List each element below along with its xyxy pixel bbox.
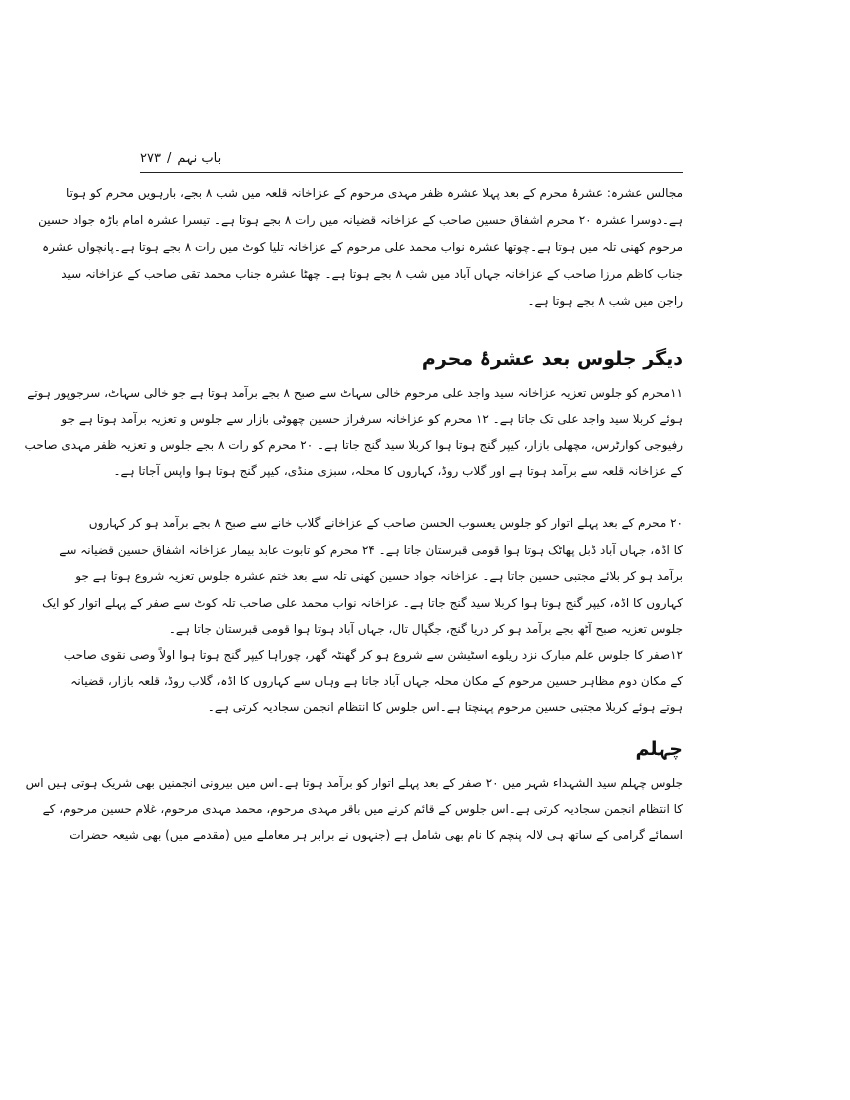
text-line: مجالس عشرہ: عشرۂ محرم کے بعد پہلا عشرہ ظفر مہدی مرحوم کے عزاخانہ قلعہ میں شب ۸ بجے، بارہویں محرم کو ہوتا: [65, 186, 683, 200]
header-separator: /: [166, 150, 172, 166]
text-line: کا انتظام انجمن سجادیہ کرتی ہے۔اس جلوس کے قائم کرنے میں باقر مہدی مرحوم، محمد مہدی مرحوم، غلام حسین مرحوم، کے: [42, 802, 683, 816]
page-number: ۲۷۳: [140, 150, 161, 166]
paragraph-12-safar: [63, 642, 683, 720]
paragraph-after-20-muharram: [42, 510, 683, 643]
text-line: جلوس چہلم سید الشہداء شہر میں ۲۰ صفر کے بعد پہلے اتوار کو برآمد ہوتا ہے۔اس میں بیرونی انجمنیں بھی شریک ہوتی ہیں اس: [25, 776, 683, 790]
paragraph-processions-11-20: [24, 380, 683, 484]
section-heading-other-processions: دیگر جلوس بعد عشرۂ محرم: [421, 348, 683, 370]
running-header: [140, 146, 683, 170]
text-line: ہوئے کربلا سید واجد علی تک جاتا ہے۔ ۱۲ محرم کو عزاخانہ سرفراز حسین چھوٹی بازار سے جلوس و تعزیہ برآمد ہوتا ہے جو: [61, 412, 683, 426]
text-line: کہاروں کا اڈہ، کیپر گنج ہوتا ہوا کربلا سید گنج جاتا ہے۔ عزاخانہ نواب محمد علی صاحب تلہ کوٹ سے صفر کے پہلے اتوار کو ایک: [42, 595, 683, 610]
text-line: ہے۔دوسرا عشرہ ۲۰ محرم اشفاق حسین صاحب کے عزاخانہ قضیانہ میں رات ۸ بجے ہوتا ہے۔ تیسرا عشرہ امام باڑہ جواد حسین: [38, 213, 683, 227]
text-line: ۲۰ محرم کے بعد پہلے اتوار کو جلوس یعسوب الحسن صاحب کے عزاخانے گلاب خانے سے صبح ۸ بجے برآمد ہو کر کہاروں: [88, 516, 683, 530]
text-line: جناب کاظم مرزا صاحب کے عزاخانہ جہاں آباد میں شب ۸ بجے ہوتا ہے۔ چھٹا عشرہ جناب محمد تقی صاحب کے عزاخانہ سید: [61, 267, 683, 281]
text-line: برآمد ہو کر بلائے مجتبی حسین جاتا ہے۔ عزاخانہ جواد حسین کھنی تلہ سے بعد ختم عشرہ جلوس تعزیہ شروع ہوتا ہے جو: [75, 569, 683, 583]
text-line: اسمائے گرامی کے ساتھ ہی لالہ پنچم کا نام بھی شامل ہے (جنہوں نے برابر ہر معاملے میں (مقدمے میں) بھی شیعہ حضرات: [69, 828, 683, 842]
text-line: ۱۲صفر کا جلوس علم مبارک نزد ریلوے اسٹیشن سے شروع ہو کر گھنٹہ گھر، چوراہا کیپر گنج ہوتا ہوا اولاً وصی نقوی صاحب: [63, 648, 683, 662]
header-rule: [140, 172, 683, 173]
text-line: کا اڈہ، جہاں آباد ڈبل پھاٹک ہوتا ہوا قومی قبرستان جاتا ہے۔ ۲۴ محرم کو تابوت عابد بیمار عزاخانہ اشفاق حسین قضیانہ سے: [59, 542, 683, 557]
paragraph-chehlum: [25, 770, 683, 848]
section-heading-chehlum: چہلم: [635, 738, 683, 760]
chapter-title: باب نہم: [177, 150, 222, 166]
text-line: رفیوجی کوارٹرس، مچھلی بازار، کیپر گنج ہوتا ہوا کربلا سید گنج جاتا ہے۔ ۲۰ محرم کو رات ۸ بجے جلوس و تعزیہ ظفر مہدی صاحب: [24, 438, 683, 452]
text-line: ہوتے ہوئے کربلا مجتبی حسین مرحوم پہنچتا ہے۔اس جلوس کا انتظام انجمن سجادیہ کرتی ہے۔: [207, 700, 683, 714]
paragraph-majalis-ashra: [38, 180, 683, 315]
text-line: کے مکان دوم مظاہر حسین مرحوم کے مکان محلہ جہاں آباد جاتا ہے وہاں سے کہاروں کا اڈہ، گلاب روڈ، قلعہ بازار، قضیانہ: [70, 674, 683, 688]
text-line: کے عزاخانہ قلعہ سے برآمد ہوتا ہے اور گلاب روڈ، کہاروں کا محلہ، سبزی منڈی، کیپر گنج ہوتا ہوا واپس آجاتا ہے۔: [113, 464, 683, 478]
text-line: راجن میں شب ۸ بجے ہوتا ہے۔: [527, 294, 683, 308]
text-line: جلوس تعزیہ صبح آٹھ بجے برآمد ہو کر دریا گنج، جگپال تال، جہاں آباد ہوتا ہوا قومی قبرستان جاتا ہے۔: [168, 622, 683, 636]
text-line: ۱۱محرم کو جلوس تعزیہ عزاخانہ سید واجد علی مرحوم خالی سہاٹ سے صبح ۸ بجے برآمد ہوتا ہے جو خالی سہاٹ، سرجوپور ہوتے: [27, 386, 683, 400]
text-line: مرحوم کھنی تلہ میں ہوتا ہے۔چوتھا عشرہ نواب محمد علی مرحوم کے عزاخانہ تلیا کوٹ میں رات ۸ بجے ہوتا ہے۔پانچواں عشرہ: [42, 240, 683, 254]
